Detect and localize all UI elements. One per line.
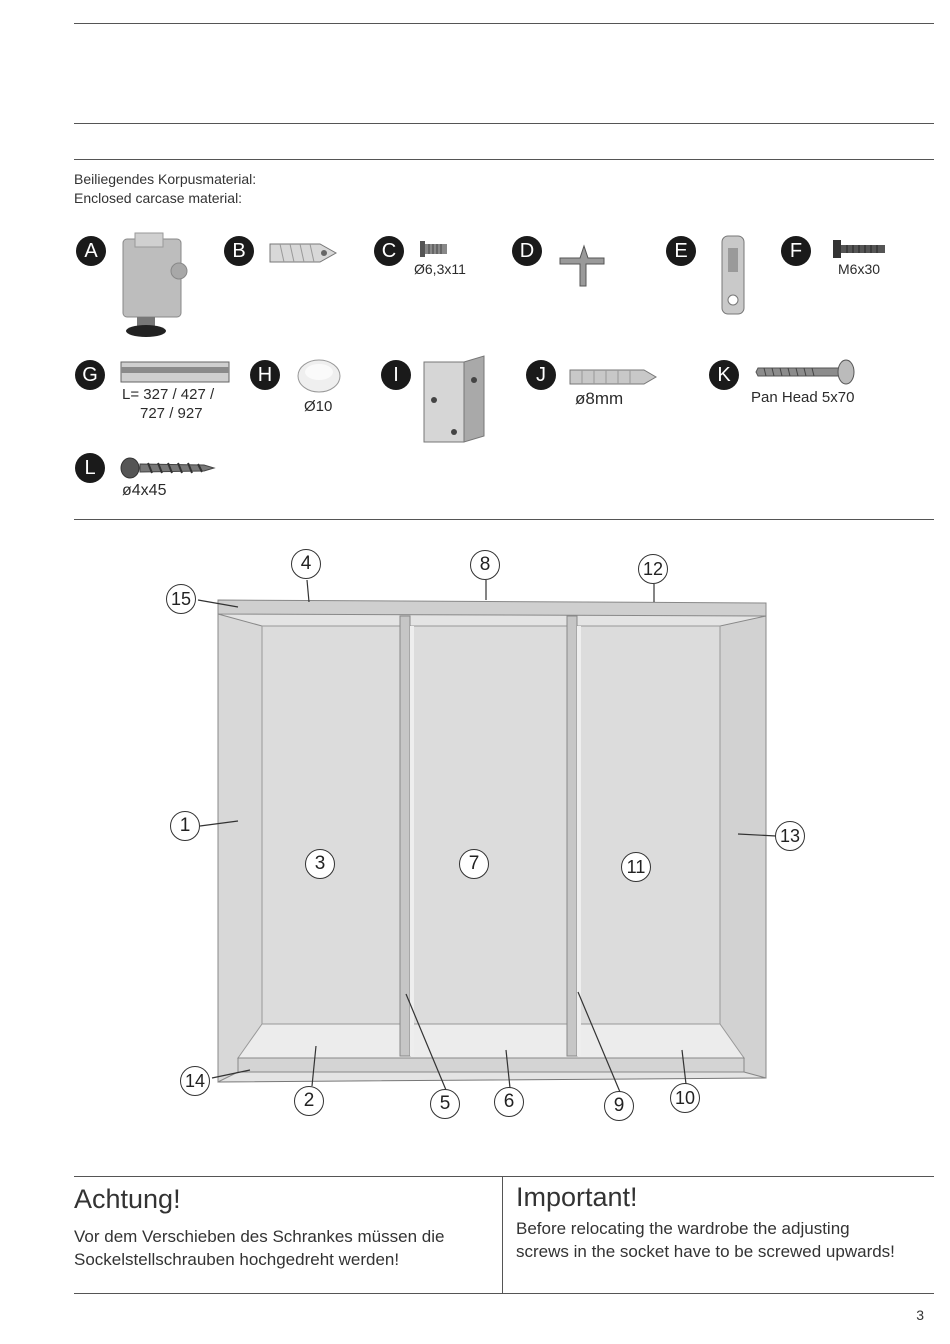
page-number: 3 bbox=[916, 1307, 924, 1323]
callout-6: 6 bbox=[494, 1087, 524, 1117]
part-badge-h: H bbox=[250, 360, 280, 390]
part-badge-i: I bbox=[381, 360, 411, 390]
part-badge-a: A bbox=[76, 236, 106, 266]
callout-11: 11 bbox=[621, 852, 651, 882]
notes-german bbox=[74, 1184, 494, 1293]
part-badge-f: F bbox=[781, 236, 811, 266]
notes-de-text: Vor dem Verschieben des Schrankes müssen die Sockelstellschrauben hochgedreht werden! bbox=[74, 1227, 445, 1269]
part-label-c: Ø6,3x11 bbox=[414, 261, 466, 277]
part-badge-k: K bbox=[709, 360, 739, 390]
callout-2: 2 bbox=[294, 1086, 324, 1116]
callout-1: 1 bbox=[170, 811, 200, 841]
callout-3: 3 bbox=[305, 849, 335, 879]
part-label-g-line1: L= 327 / 427 / bbox=[122, 386, 215, 403]
part-badge-c: C bbox=[374, 236, 404, 266]
part-label-h: Ø10 bbox=[304, 398, 333, 415]
part-badge-d: D bbox=[512, 236, 542, 266]
notes-bottom-rule bbox=[74, 1293, 934, 1294]
intro-line-de: Beiliegendes Korpusmaterial: bbox=[74, 171, 257, 187]
callout-10: 10 bbox=[670, 1083, 700, 1113]
notes-en-title: Important! bbox=[516, 1182, 638, 1212]
callout-4: 4 bbox=[291, 549, 321, 579]
part-label-g-line2: 727 / 927 bbox=[140, 405, 203, 422]
notes-de-title: Achtung! bbox=[74, 1184, 181, 1214]
part-label-f: M6x30 bbox=[838, 261, 881, 277]
callout-7: 7 bbox=[459, 849, 489, 879]
part-label-l: ø4x45 bbox=[122, 482, 167, 499]
callout-5: 5 bbox=[430, 1089, 460, 1119]
callout-12: 12 bbox=[638, 554, 668, 584]
callout-15: 15 bbox=[166, 584, 196, 614]
callout-13: 13 bbox=[775, 821, 805, 851]
notes-en-text: Before relocating the wardrobe the adjusting screws in the socket have to be screwed upwards! bbox=[516, 1219, 895, 1261]
part-label-k: Pan Head 5x70 bbox=[751, 389, 855, 406]
callout-9: 9 bbox=[604, 1091, 634, 1121]
part-badge-b: B bbox=[224, 236, 254, 266]
intro-line-en: Enclosed carcase material: bbox=[74, 190, 243, 206]
callout-14: 14 bbox=[180, 1066, 210, 1096]
notes-divider bbox=[502, 1176, 503, 1293]
part-badge-l: L bbox=[75, 453, 105, 483]
callout-8: 8 bbox=[470, 550, 500, 580]
notes-english bbox=[516, 1182, 934, 1293]
notes-section bbox=[74, 1176, 934, 1293]
part-badge-j: J bbox=[526, 360, 556, 390]
part-badge-g: G bbox=[75, 360, 105, 390]
part-badge-e: E bbox=[666, 236, 696, 266]
part-label-j: ø8mm bbox=[575, 389, 624, 408]
